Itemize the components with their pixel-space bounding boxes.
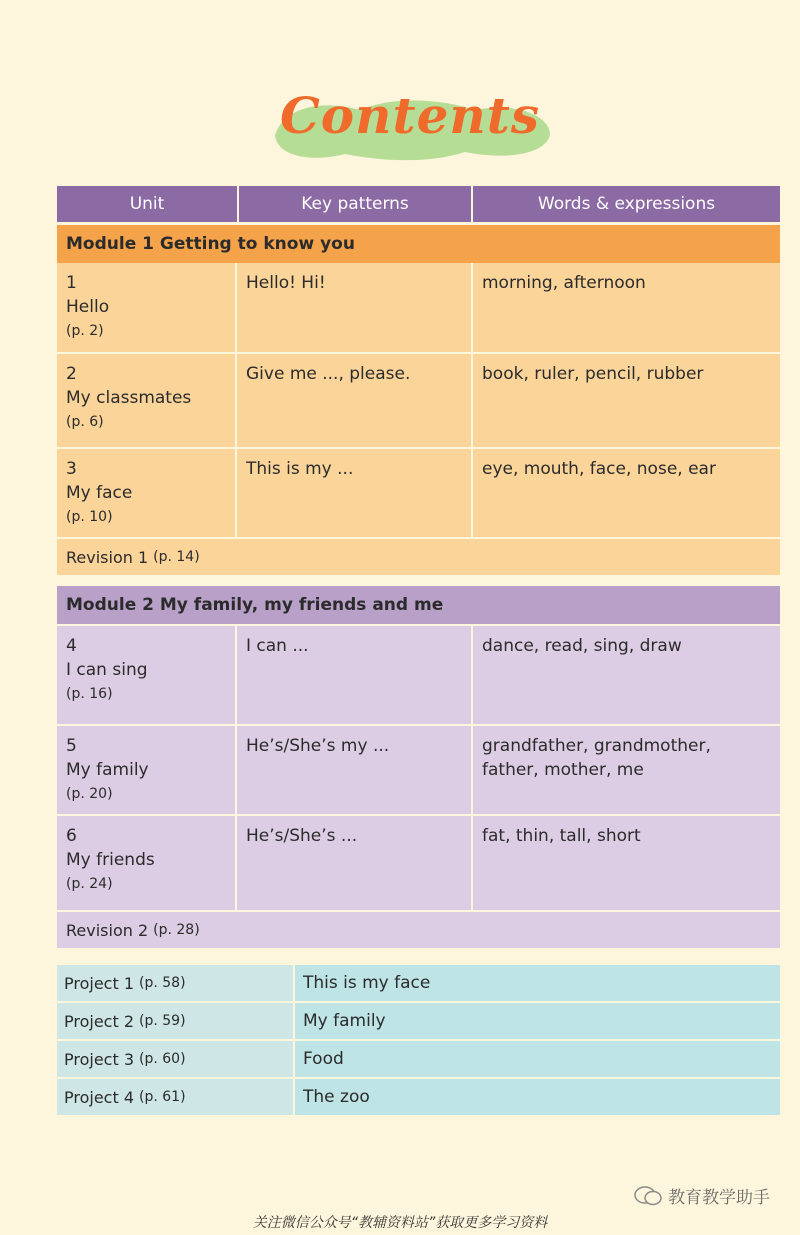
table-row [57, 965, 780, 1003]
words-expressions: morning, afternoon [482, 273, 646, 293]
revision-label: Revision 1 [66, 547, 149, 567]
key-pattern: He’s/She’s my ... [237, 726, 473, 814]
footer-note: 关注微信公众号“教辅资料站”获取更多学习资料 [252, 1215, 548, 1231]
header-words: Words & expressions [537, 194, 716, 214]
unit-number: 3 [66, 459, 77, 479]
table-header [57, 186, 780, 222]
unit-number: 1 [66, 273, 77, 293]
table-row [57, 354, 780, 449]
unit-name: My family [66, 760, 149, 780]
words-expressions: grandfather, grandmother, father, mother, me [482, 736, 711, 780]
unit-page: (p. 6) [66, 414, 104, 430]
unit-page: (p. 10) [66, 509, 113, 525]
table-row [57, 1041, 780, 1079]
unit-name: Hello [66, 297, 110, 317]
module-1-table [57, 263, 780, 575]
unit-number: 5 [66, 736, 77, 756]
revision-1 [57, 539, 780, 575]
account-watermark [634, 1183, 770, 1208]
revision-2 [57, 912, 780, 948]
revision-page: (p. 28) [153, 922, 200, 938]
contents-title-block [265, 80, 555, 170]
table-row [57, 1003, 780, 1041]
table-row [57, 449, 780, 539]
watermark-text: 教育教学助手 [668, 1188, 770, 1208]
header-key-patterns: Key patterns [239, 186, 473, 222]
table-row [57, 626, 780, 726]
project-label: Project 1 [64, 973, 135, 993]
project-label: Project 2 [64, 1011, 135, 1031]
projects-table [57, 965, 780, 1117]
key-pattern: This is my ... [237, 449, 473, 537]
module-1-heading: Module 1 Getting to know you [57, 225, 780, 263]
unit-page: (p. 24) [66, 876, 113, 892]
header-unit: Unit [57, 186, 239, 222]
project-title: My family [295, 1003, 780, 1039]
unit-name: My face [66, 483, 133, 503]
table-row [57, 726, 780, 816]
table-row [57, 816, 780, 912]
words-expressions: fat, thin, tall, short [482, 826, 641, 846]
unit-number: 6 [66, 826, 77, 846]
module-2-heading: Module 2 My family, my friends and me [57, 586, 780, 624]
project-page: (p. 58) [139, 975, 186, 991]
project-title: The zoo [295, 1079, 780, 1115]
project-label: Project 4 [64, 1087, 135, 1107]
project-label: Project 3 [64, 1049, 135, 1069]
unit-page: (p. 16) [66, 686, 113, 702]
key-pattern: I can ... [237, 626, 473, 724]
words-expressions: eye, mouth, face, nose, ear [482, 459, 716, 479]
unit-number: 4 [66, 636, 77, 656]
unit-number: 2 [66, 364, 77, 384]
project-page: (p. 60) [139, 1051, 186, 1067]
table-row [57, 263, 780, 354]
key-pattern: Give me ..., please. [237, 354, 473, 447]
unit-page: (p. 2) [66, 323, 104, 339]
words-expressions: book, ruler, pencil, rubber [482, 364, 704, 384]
revision-page: (p. 14) [153, 549, 200, 565]
project-page: (p. 61) [139, 1089, 186, 1105]
words-expressions: dance, read, sing, draw [482, 636, 682, 656]
key-pattern: Hello! Hi! [237, 263, 473, 352]
page-title: Contents [279, 86, 540, 145]
project-title: Food [295, 1041, 780, 1077]
project-page: (p. 59) [139, 1013, 186, 1029]
module-2-table [57, 626, 780, 948]
unit-page: (p. 20) [66, 786, 113, 802]
unit-name: I can sing [66, 660, 148, 680]
project-title: This is my face [295, 965, 780, 1001]
revision-label: Revision 2 [66, 920, 149, 940]
key-pattern: He’s/She’s ... [237, 816, 473, 910]
unit-name: My friends [66, 850, 155, 870]
unit-name: My classmates [66, 388, 192, 408]
chat-bubble-icon [634, 1186, 662, 1206]
table-row [57, 1079, 780, 1117]
